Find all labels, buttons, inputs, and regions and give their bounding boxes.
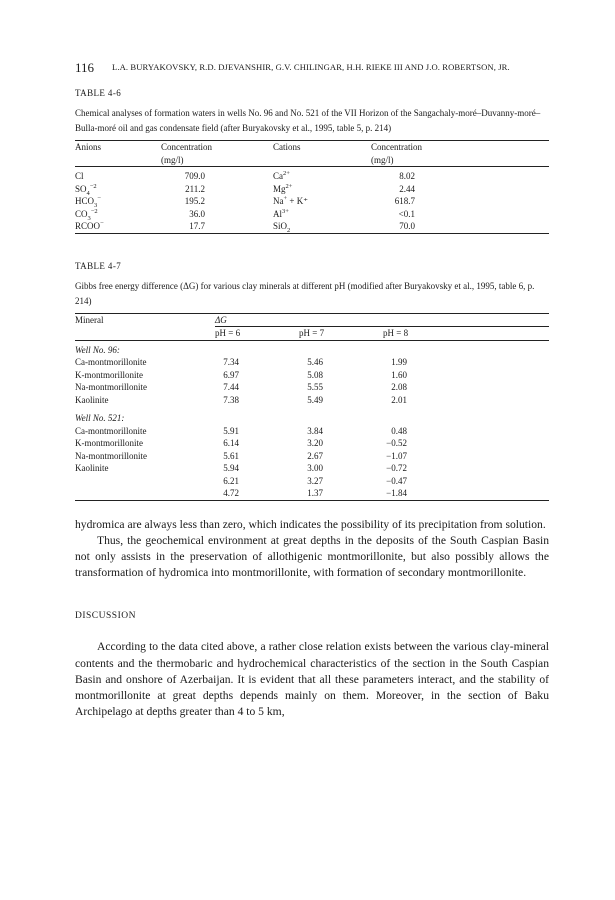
table-4-6-label: TABLE 4-6 [75, 88, 122, 98]
delta-g-cell: 3.00 [307, 463, 323, 473]
mineral-cell [75, 475, 215, 488]
group-heading-row [75, 340, 549, 356]
delta-g-cell: 5.61 [223, 450, 239, 461]
delta-g-cell: 7.34 [223, 357, 239, 367]
delta-g-cell: 2.08 [391, 382, 407, 392]
cation-cell: $Ca^{2+}$ [273, 170, 290, 181]
delta-g-cell: 5.55 [307, 382, 323, 392]
cation-concentration-cell: 8.02 [399, 171, 415, 181]
header-cations: Cations [273, 142, 301, 152]
header-concentration-2: Concentration [371, 142, 422, 152]
table-4-7-caption: Gibbs free energy difference (ΔG) for various clay minerals at different pH (modified after Buryakovsky et al., 1995, table 6, p. 214) [75, 280, 535, 306]
delta-g-cell: −0.52 [386, 438, 407, 448]
cation-cell: $Mg^{2+}$ [273, 182, 293, 194]
header-ph7: pH = 7 [299, 328, 325, 338]
delta-g-cell: 2.67 [307, 450, 323, 461]
table-row [75, 208, 549, 221]
mineral-cell: K-montmorillonite [75, 369, 143, 380]
table-row [75, 220, 549, 233]
delta-g-cell: 5.49 [307, 394, 323, 405]
header-ph8: pH = 8 [383, 328, 409, 338]
anion-cell: Cl [75, 171, 84, 181]
delta-g-cell: −0.72 [386, 463, 407, 473]
body-text [75, 517, 549, 721]
table-row [75, 183, 549, 196]
running-head-authors: L.A. BURYAKOVSKY, R.D. DJEVANSHIR, G.V. CHILINGAR, H.H. RIEKE III AND J.O. ROBERTSON, JR. [112, 62, 510, 72]
delta-g-cell: 5.08 [307, 369, 323, 380]
anion-cell: $SO_4^{-2}$ [75, 182, 97, 197]
delta-g-cell: 6.21 [223, 475, 239, 486]
cation-cell: Na+ + K⁺ [273, 195, 308, 206]
header-anions: Anions [75, 142, 102, 152]
header-mineral: Mineral [75, 314, 104, 325]
table-row [75, 356, 549, 369]
group-title: Well No. 96: [75, 344, 120, 355]
delta-g-cell: 5.91 [223, 425, 239, 436]
anion-concentration-cell: 36.0 [189, 208, 205, 219]
header-concentration-1: Concentration [161, 142, 212, 152]
table-row [75, 487, 549, 500]
delta-g-cell: 4.72 [223, 488, 239, 498]
anion-cell: $HCO_3^-$ [75, 195, 101, 209]
group-heading-row [75, 406, 549, 425]
table-4-6 [75, 140, 549, 234]
table-4-7-label: TABLE 4-7 [75, 260, 122, 271]
table-4-6-caption: Chemical analyses of formation waters in wells No. 96 and No. 521 of the VII Horizon of the Sangachaly-moré–Duvanny-moré–Bulla-moré oil and gas condensate field (after Buryakovsky et al., 1995, table 5, p. 214) [75, 108, 541, 133]
anion-concentration-cell: 17.7 [189, 221, 205, 231]
delta-g-cell: 7.38 [223, 394, 239, 405]
table-row [75, 369, 549, 382]
mineral-cell: Kaolinite [75, 463, 109, 473]
anion-concentration-cell: 195.2 [184, 196, 205, 206]
mineral-cell: K-montmorillonite [75, 438, 143, 448]
cation-concentration-cell: 2.44 [399, 183, 415, 194]
running-head [75, 60, 549, 78]
header-ph6: pH = 6 [215, 328, 241, 338]
paragraph-3: According to the data cited above, a rather close relation exists between the various clay-mineral contents and the thermobaric and hydrochemical characteristics of the section in the South Caspian Basin and onshore of Azerbaijan. It is evident that all these parameters interact, and the stability of montmorillonite at great depths depends mainly on them. Moreover, in the section of Baku Archipelago at depths greater than 4 to 5 km, [75, 640, 549, 719]
delta-g-cell: −1.07 [386, 450, 407, 461]
cation-concentration-cell: 70.0 [399, 221, 415, 231]
delta-g-cell: 7.44 [223, 382, 239, 392]
mineral-cell [75, 487, 215, 500]
delta-g-cell: 5.46 [307, 357, 323, 367]
delta-g-cell: 0.48 [391, 425, 407, 436]
table-row [75, 475, 549, 488]
table-row [75, 381, 549, 394]
header-unit-1: (mg/l) [161, 154, 184, 165]
table-row [75, 394, 549, 407]
delta-g-cell: 1.37 [307, 488, 323, 498]
group-title: Well No. 521: [75, 413, 125, 423]
table-row [75, 462, 549, 475]
anion-concentration-cell: 211.2 [185, 183, 205, 194]
cation-concentration-cell: <0.1 [398, 208, 415, 219]
delta-g-cell: 2.01 [391, 394, 407, 405]
anion-concentration-cell: 709.0 [184, 171, 205, 181]
paragraph-1: hydromica are always less than zero, which indicates the possibility of its precipitation from solution. [75, 517, 546, 531]
page-number: 116 [75, 60, 95, 75]
delta-g-cell: 3.20 [307, 438, 323, 448]
mineral-cell: Ca-montmorillonite [75, 425, 147, 436]
page [75, 60, 549, 720]
table-4-7 [75, 313, 549, 501]
header-unit-2: (mg/l) [371, 154, 394, 165]
cation-concentration-cell: 618.7 [394, 196, 415, 206]
delta-g-cell: 3.84 [307, 425, 323, 436]
table-row [75, 437, 549, 450]
table-row [75, 450, 549, 463]
header-delta-g: ΔG [215, 313, 549, 327]
anion-cell: $CO_3^{-2}$ [75, 207, 98, 222]
paragraph-2: Thus, the geochemical environment at great depths in the deposits of the South Caspian Basin not only assists in the preservation of allothigenic montmorillonite, but also possibly allows the transformation of hydromica into montmorillonite, with formation of secondary montmorillonite. [75, 533, 549, 580]
mineral-cell: Na-montmorillonite [75, 382, 147, 392]
table-row [75, 195, 549, 208]
section-title-discussion: DISCUSSION [75, 611, 136, 622]
delta-g-cell: 6.14 [223, 438, 239, 448]
cation-cell: $Al^{3+}$ [273, 207, 289, 219]
delta-g-cell: 5.94 [223, 463, 239, 473]
delta-g-cell: 6.97 [223, 369, 239, 380]
delta-g-cell: 1.60 [391, 369, 407, 380]
anion-cell: RCOO− [75, 220, 104, 231]
delta-g-cell: 3.27 [307, 475, 323, 486]
delta-g-cell: 1.99 [391, 357, 407, 367]
delta-g-cell: −0.47 [386, 475, 407, 486]
mineral-cell: Na-montmorillonite [75, 450, 147, 461]
delta-g-cell: −1.84 [386, 488, 407, 498]
mineral-cell: Kaolinite [75, 394, 109, 405]
cation-cell: SiO$_2$ [273, 221, 291, 234]
table-row [75, 425, 549, 438]
table-row [75, 167, 549, 183]
mineral-cell: Ca-montmorillonite [75, 357, 147, 367]
